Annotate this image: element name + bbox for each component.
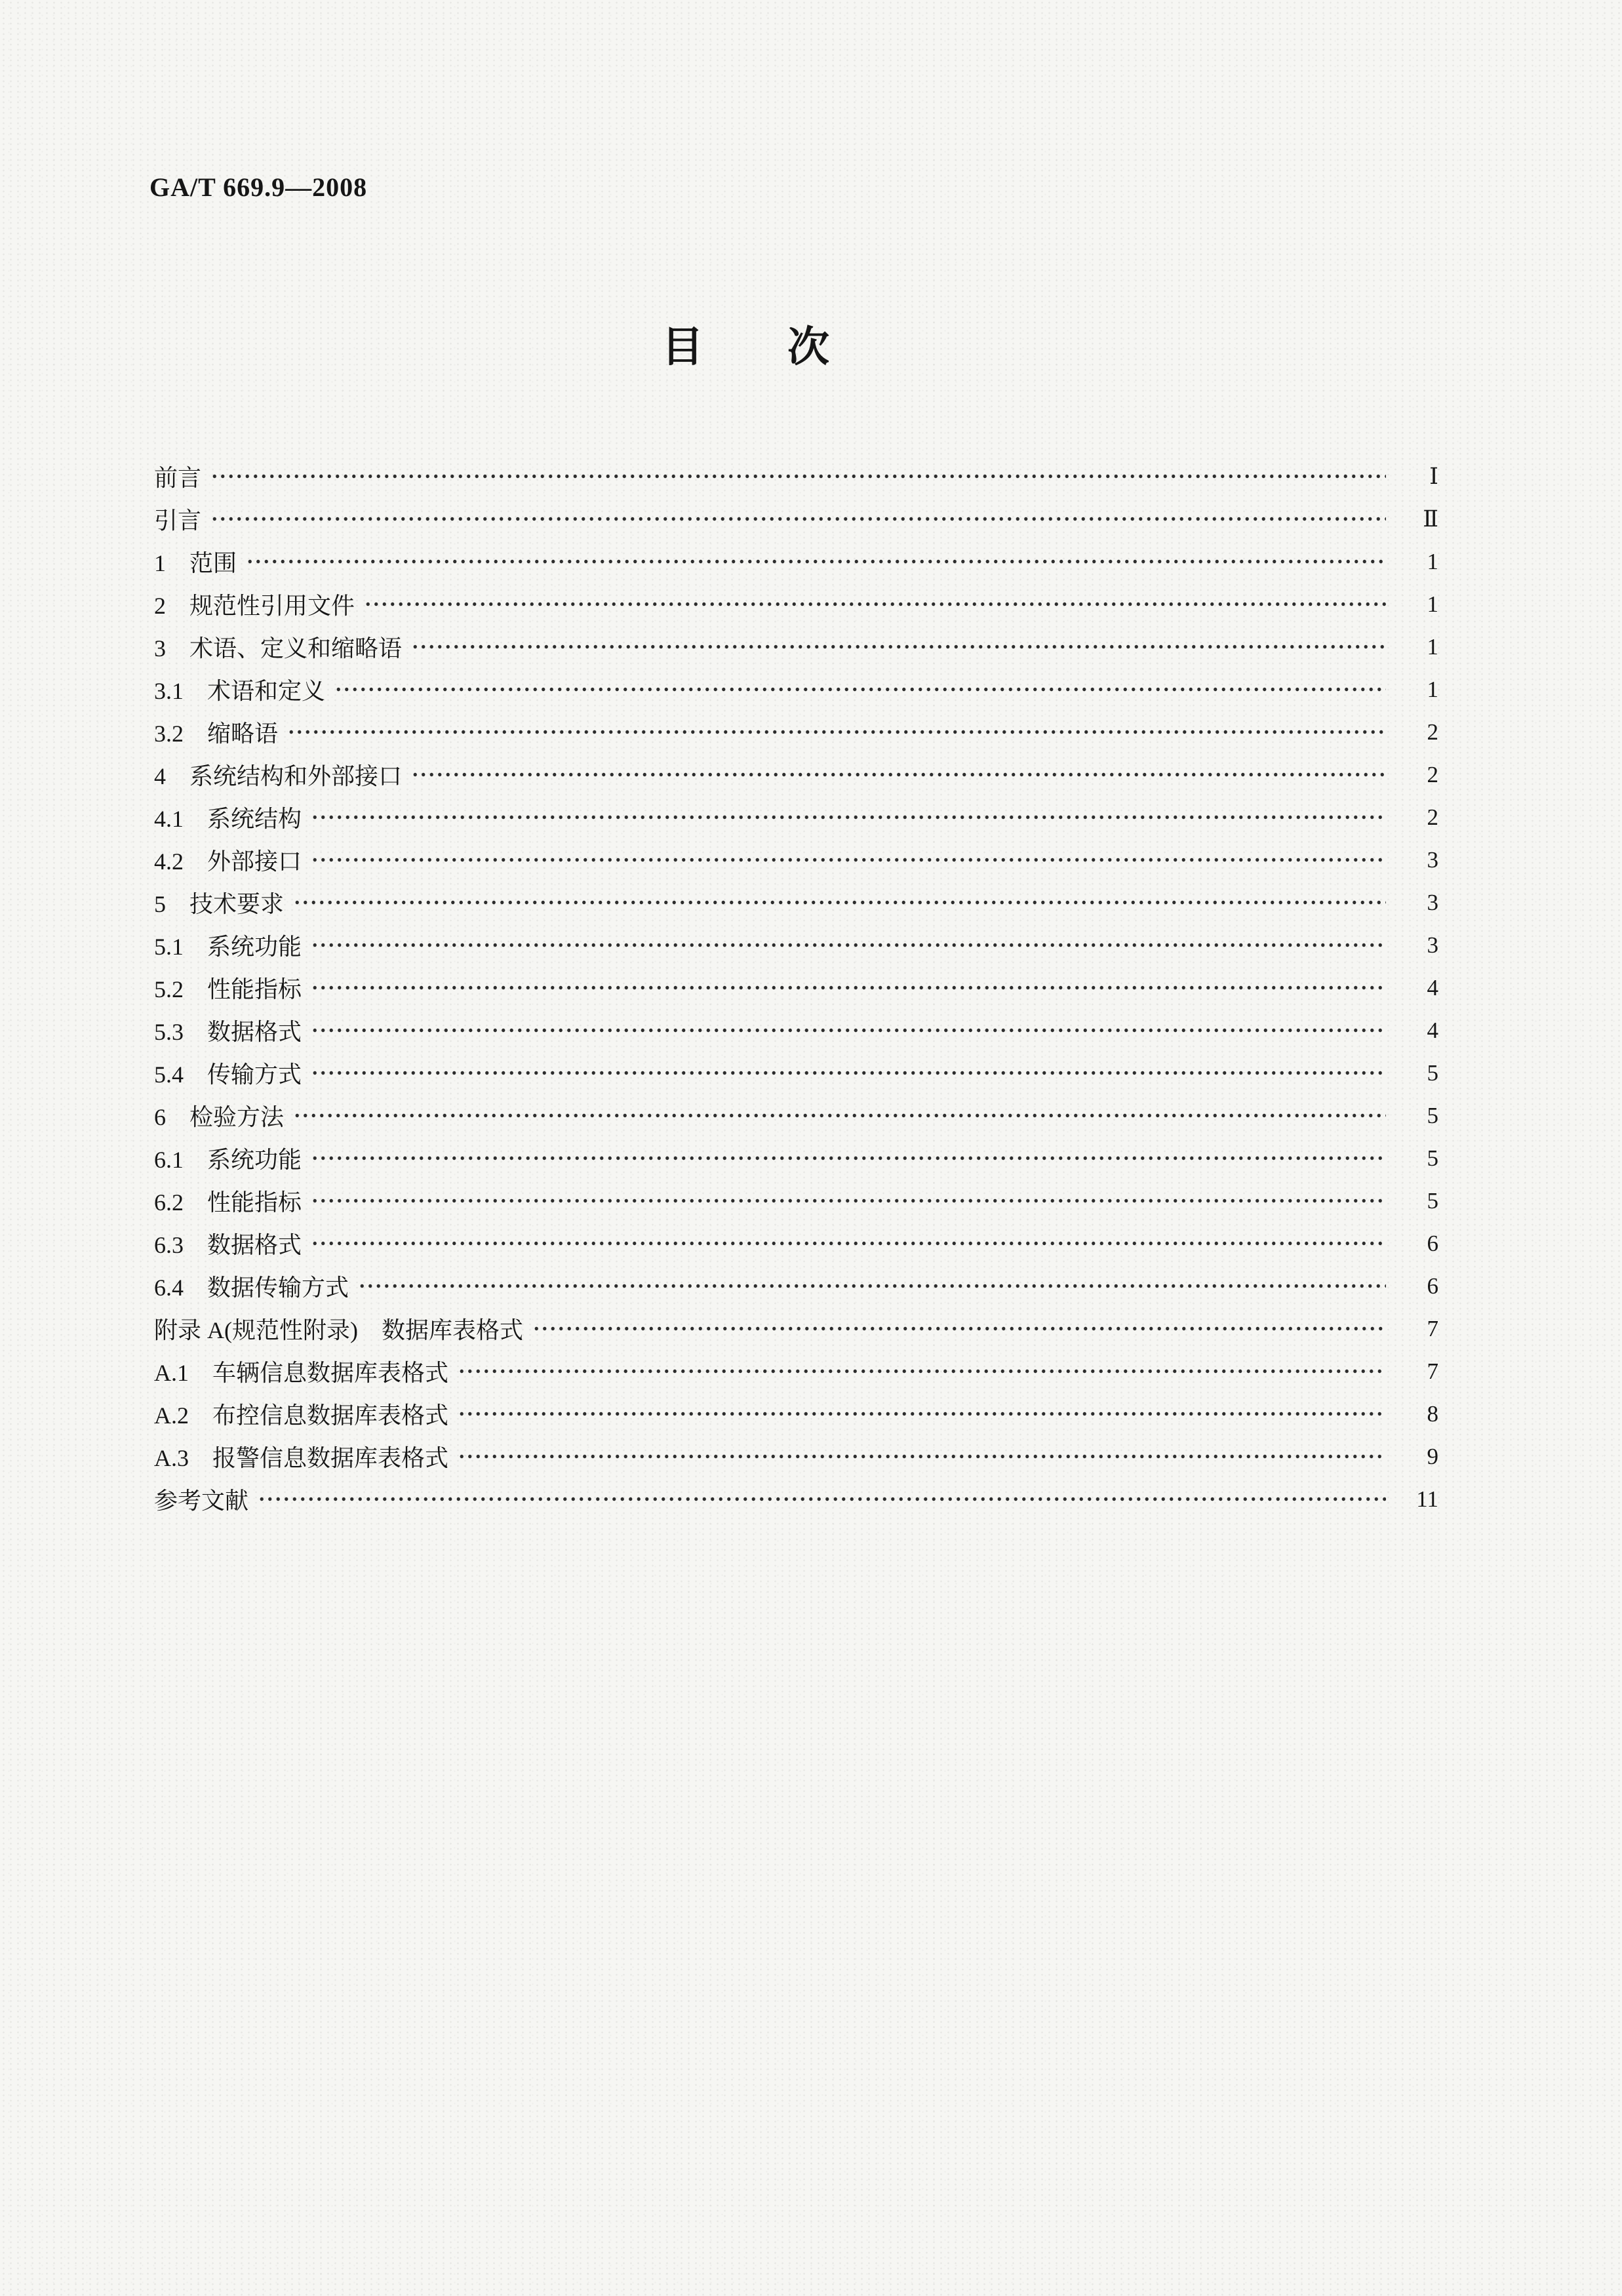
toc-entry <box>154 1350 1438 1393</box>
toc-entry-label: 5.4 传输方式 <box>154 1061 302 1088</box>
dot-leader <box>311 1137 1386 1179</box>
toc-entry-label: 1 范围 <box>154 550 237 576</box>
dot-leader <box>411 753 1386 796</box>
toc-entry <box>154 583 1438 625</box>
dot-leader <box>293 1094 1386 1137</box>
toc-entry <box>154 1393 1438 1435</box>
toc-entry-label: 3.2 缩略语 <box>154 721 279 747</box>
page-number: 4 <box>1427 1017 1438 1043</box>
toc-entry-label: 4.1 系统结构 <box>154 806 302 832</box>
toc-entry <box>154 924 1438 966</box>
toc-entry-label: 参考文献 <box>154 1488 249 1514</box>
dot-leader <box>358 1265 1386 1307</box>
dot-leader <box>311 1222 1386 1265</box>
page-number: 2 <box>1427 719 1438 745</box>
dot-leader <box>287 711 1386 753</box>
dot-leader <box>210 455 1386 498</box>
page-number: 5 <box>1427 1059 1438 1086</box>
toc-entry <box>154 1009 1438 1052</box>
dot-leader <box>210 498 1386 540</box>
toc-entry-label: 3.1 术语和定义 <box>154 678 326 704</box>
page-number: 5 <box>1427 1187 1438 1214</box>
toc-entry-label: 2 规范性引用文件 <box>154 593 355 619</box>
dot-leader <box>532 1307 1386 1350</box>
toc-entry-label: 6.2 性能指标 <box>154 1189 302 1216</box>
dot-leader <box>246 540 1386 583</box>
page-number: 2 <box>1427 761 1438 787</box>
dot-leader <box>311 966 1386 1009</box>
page-number: 5 <box>1427 1102 1438 1128</box>
page-number: Ⅰ <box>1429 463 1438 489</box>
toc-entry <box>154 1179 1438 1222</box>
dot-leader <box>411 625 1386 668</box>
page-number: 7 <box>1427 1315 1438 1341</box>
toc-entry <box>154 1307 1438 1350</box>
toc-entry <box>154 625 1438 668</box>
toc-entry <box>154 1478 1438 1520</box>
toc-entry-label: 5 技术要求 <box>154 891 285 917</box>
toc-entry-label: 6.3 数据格式 <box>154 1232 302 1258</box>
page-number: 7 <box>1427 1358 1438 1384</box>
page-number: Ⅱ <box>1423 505 1438 532</box>
page-number: 4 <box>1427 974 1438 1000</box>
page-number: 3 <box>1427 846 1438 873</box>
toc-entry-label: 6.1 系统功能 <box>154 1147 302 1173</box>
toc-entry <box>154 753 1438 796</box>
toc-list <box>154 455 1438 1520</box>
dot-leader <box>311 839 1386 881</box>
page-number: 1 <box>1427 676 1438 702</box>
page-number: 1 <box>1427 591 1438 617</box>
toc-entry <box>154 1137 1438 1179</box>
dot-leader <box>311 796 1386 839</box>
toc-entry <box>154 540 1438 583</box>
page-number: 9 <box>1427 1443 1438 1469</box>
dot-leader <box>311 1052 1386 1094</box>
toc-entry <box>154 455 1438 498</box>
toc-entry-label: 前言 <box>154 465 202 491</box>
dot-leader <box>258 1478 1386 1520</box>
toc-entry <box>154 1094 1438 1137</box>
dot-leader <box>293 881 1386 924</box>
page-number: 1 <box>1427 548 1438 574</box>
dot-leader <box>458 1435 1386 1478</box>
toc-entry <box>154 1222 1438 1265</box>
toc-entry-label: 3 术语、定义和缩略语 <box>154 635 403 662</box>
toc-entry <box>154 1265 1438 1307</box>
toc-entry <box>154 711 1438 753</box>
page-number: 3 <box>1427 889 1438 915</box>
page-number: 3 <box>1427 932 1438 958</box>
page-number: 6 <box>1427 1230 1438 1256</box>
page-number: 8 <box>1427 1400 1438 1427</box>
toc-title: 目 次 <box>662 324 829 370</box>
toc-entry-label: A.2 布控信息数据库表格式 <box>154 1402 448 1429</box>
page-number: 5 <box>1427 1145 1438 1171</box>
toc-entry-label: 引言 <box>154 507 202 534</box>
toc-entry-label: 5.3 数据格式 <box>154 1019 302 1045</box>
toc-entry <box>154 796 1438 839</box>
toc-entry-label: 附录 A(规范性附录) 数据库表格式 <box>154 1317 523 1343</box>
toc-entry <box>154 839 1438 881</box>
toc-entry-label: 6.4 数据传输方式 <box>154 1275 349 1301</box>
standard-number: GA/T 669.9—2008 <box>149 172 368 202</box>
toc-entry-label: 5.1 系统功能 <box>154 934 302 960</box>
dot-leader <box>311 924 1386 966</box>
toc-entry-label: A.1 车辆信息数据库表格式 <box>154 1360 448 1386</box>
toc-entry <box>154 1435 1438 1478</box>
dot-leader <box>458 1350 1386 1393</box>
toc-entry <box>154 881 1438 924</box>
page-number: 2 <box>1427 804 1438 830</box>
toc-entry-label: 4.2 外部接口 <box>154 848 302 875</box>
toc-entry <box>154 498 1438 540</box>
dot-leader <box>311 1009 1386 1052</box>
page-number: 6 <box>1427 1273 1438 1299</box>
toc-entry-label: 6 检验方法 <box>154 1104 285 1130</box>
dot-leader <box>334 668 1386 711</box>
dot-leader <box>311 1179 1386 1222</box>
page-number: 1 <box>1427 633 1438 660</box>
dot-leader <box>364 583 1386 625</box>
toc-entry-label: 4 系统结构和外部接口 <box>154 763 403 789</box>
toc-entry <box>154 668 1438 711</box>
toc-entry-label: A.3 报警信息数据库表格式 <box>154 1445 448 1471</box>
page-number: 11 <box>1416 1486 1438 1512</box>
toc-entry-label: 5.2 性能指标 <box>154 976 302 1002</box>
toc-entry <box>154 966 1438 1009</box>
dot-leader <box>458 1393 1386 1435</box>
toc-entry <box>154 1052 1438 1094</box>
